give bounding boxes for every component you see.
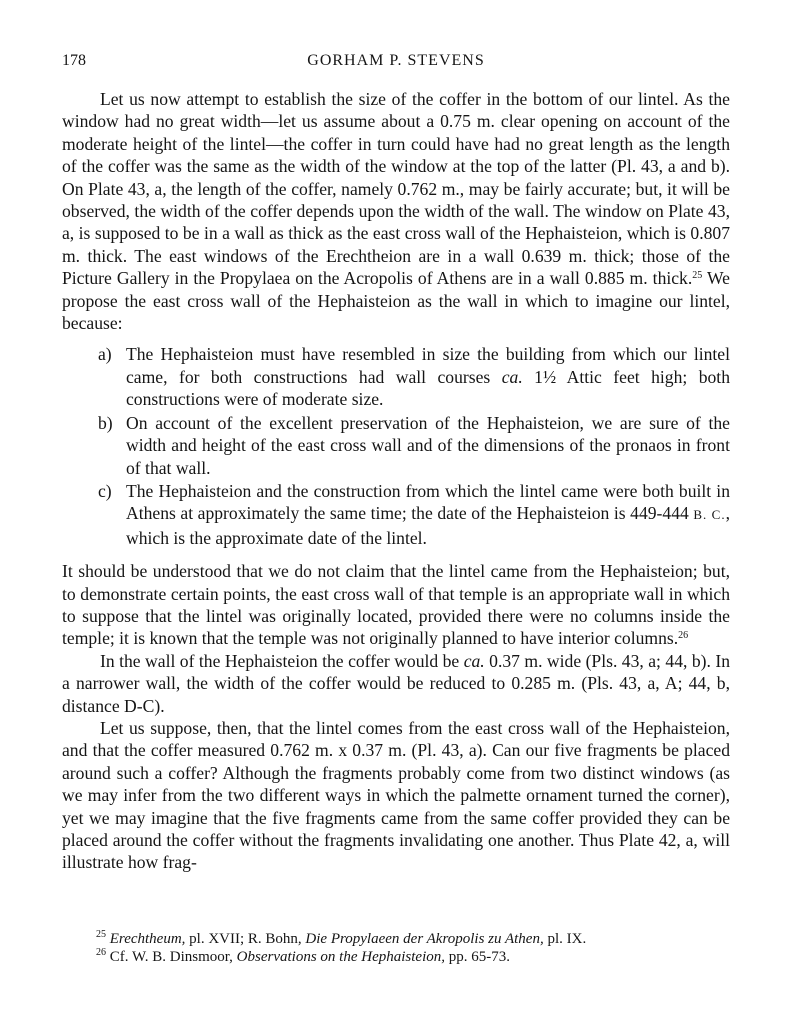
footnotes [96,930,736,966]
conditions-list [62,343,730,549]
list-item: a) The Hephaisteion must have resembled in size the building from which our lintel came, for both constructions had wall courses ca. 1½ Attic feet high; both constructions were of moderate size. [98,344,730,410]
paragraph: It should be understood that we do not claim that the lintel came from the Hephaisteion; but, to demonstrate certain points, the east cross wall of that temple is an appropriate wall in which to suppose that the lintel was originally located, provided there were no columns inside the temple; it is known that the temple was not originally planned to have interior columns.$^{26}$ [62,561,730,649]
footnote-number: 26 [96,947,106,958]
footnote: $^{25}$ Erechtheum, pl. XVII; R. Bohn, Die Propylaeen der Akropolis zu Athen, pl. IX. [96,929,587,947]
footnote-ref: 26 [678,630,689,642]
list-item: c) The Hephaisteion and the construction from which the lintel came were both built in Athens at approximately the same time; the date of the Hephaisteion is 449-444 B. C., which is the approximate date of the lintel. [98,480,730,548]
running-title: GORHAM P. STEVENS [307,52,485,69]
footnote-ref: 25 [692,270,703,282]
footnote-number: 25 [96,929,106,940]
list-label: b) [98,412,113,433]
footnote: $^{26}$ Cf. W. B. Dinsmoor, Observations on the Hephaisteion, pp. 65-73. [96,947,510,965]
body-text [62,88,730,874]
paragraph: Let us now attempt to establish the size of the coffer in the bottom of our lintel. As the window had no great width—let us assume about a 0.75 m. clear opening on account of the moderate height of the lintel—the coffer in turn could have had no great length as the length of the coffer was the same as the width of the window at the top of the latter (Pl. 43, a and b). On Plate 43, a, the length of the coffer, namely 0.762 m., may be fairly accurate; but, it will be observed, the width of the coffer depends upon the width of the wall. The window on Plate 43, a, is supposed to be in a wall as thick as the east cross wall of the Hephaisteion, which is 0.807 m. thick. The east windows of the Erechtheion are in a wall 0.639 m. thick; those of the Picture Gallery in the Propylaea on the Acropolis of Athens are in a wall 0.885 m. thick.$^{25}$ We propose the east cross wall of the Hephaisteion as the wall in which to imagine our lintel, because: [62,89,730,334]
paragraph: Let us suppose, then, that the lintel comes from the east cross wall of the Hephaisteion, and that the coffer measured 0.762 m. x 0.37 m. (Pl. 43, a). Can our five fragments be placed around such a coffer? Although the fragments probably come from two distinct windows (as we may infer from the two different ways in which the palmette ornament turned the corner), yet we may imagine that the five fragments came from the same coffer provided they can be placed around the coffer without the fragments invalidating one another. Thus Plate 42, a, will illustrate how frag- [62,717,730,873]
list-label: a) [98,344,112,365]
list-item: b) On account of the excellent preservation of the Hephaisteion, we are sure of the width and height of the east cross wall and of the dimensions of the pronaos in front of that wall. [98,412,730,478]
list-label: c) [98,480,112,501]
page-number: 178 [62,52,86,69]
page-header [62,52,730,74]
paragraph: In the wall of the Hephaisteion the coffer would be ca. 0.37 m. wide (Pls. 43, a; 44, b). In a narrower wall, the width of the coffer would be reduced to 0.285 m. (Pls. 43, a, A; 44, b, distance D-C). [62,650,730,716]
